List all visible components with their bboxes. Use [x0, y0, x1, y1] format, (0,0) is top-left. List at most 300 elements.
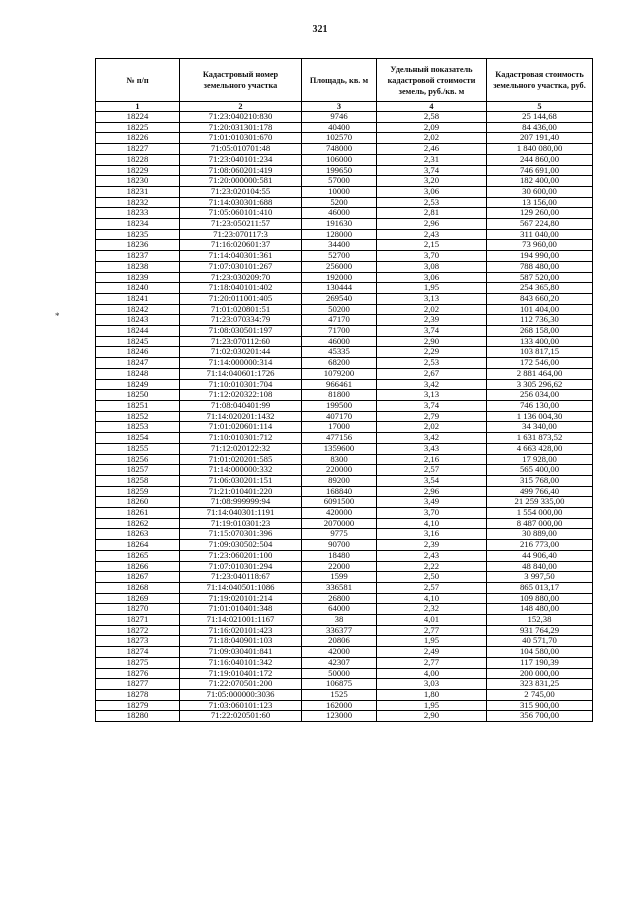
- cell-area: 199500: [302, 400, 377, 411]
- cell-cadastral-number: 71:08:030501:197: [180, 326, 302, 337]
- cell-area: 57000: [302, 176, 377, 187]
- table-row: [96, 711, 593, 722]
- column-number: 4: [377, 102, 487, 112]
- cell-cadastral-value: 3 305 296,62: [487, 379, 593, 390]
- cell-unit-value: 2,22: [377, 561, 487, 572]
- cell-unit-value: 2,43: [377, 550, 487, 561]
- cell-area: 34400: [302, 240, 377, 251]
- cell-unit-value: 2,46: [377, 144, 487, 155]
- cell-cadastral-value: 499 766,40: [487, 486, 593, 497]
- cell-cadastral-value: 21 259 335,00: [487, 497, 593, 508]
- column-number: 3: [302, 102, 377, 112]
- cell-unit-value: 4,10: [377, 518, 487, 529]
- cell-unit-value: 2,43: [377, 229, 487, 240]
- cell-area: 5200: [302, 197, 377, 208]
- cell-unit-value: 3,49: [377, 497, 487, 508]
- cell-area: 46000: [302, 208, 377, 219]
- cell-unit-value: 2,90: [377, 711, 487, 722]
- cell-row-number: 18249: [96, 379, 180, 390]
- cell-row-number: 18245: [96, 336, 180, 347]
- cell-row-number: 18236: [96, 240, 180, 251]
- cell-cadastral-value: 4 663 428,00: [487, 443, 593, 454]
- table-row: [96, 347, 593, 358]
- cell-area: 220000: [302, 465, 377, 476]
- cell-area: 45335: [302, 347, 377, 358]
- cell-unit-value: 2,81: [377, 208, 487, 219]
- cell-cadastral-number: 71:20:011001:405: [180, 293, 302, 304]
- cell-area: 50200: [302, 304, 377, 315]
- cell-row-number: 18261: [96, 508, 180, 519]
- cell-area: 130444: [302, 283, 377, 294]
- cell-cadastral-value: 244 860,00: [487, 154, 593, 165]
- cell-cadastral-value: 2 881 464,00: [487, 368, 593, 379]
- cell-unit-value: 2,53: [377, 358, 487, 369]
- cell-row-number: 18226: [96, 133, 180, 144]
- cell-row-number: 18272: [96, 625, 180, 636]
- cell-area: 966461: [302, 379, 377, 390]
- cell-row-number: 18243: [96, 315, 180, 326]
- cell-area: 2070000: [302, 518, 377, 529]
- cell-cadastral-value: 565 400,00: [487, 465, 593, 476]
- cell-cadastral-number: 71:18:040101:402: [180, 283, 302, 294]
- cell-unit-value: 1,95: [377, 700, 487, 711]
- cell-unit-value: 3,13: [377, 390, 487, 401]
- cell-cadastral-value: 103 817,15: [487, 347, 593, 358]
- cell-unit-value: 3,08: [377, 261, 487, 272]
- table-row: [96, 122, 593, 133]
- cell-cadastral-value: 13 156,00: [487, 197, 593, 208]
- cell-cadastral-value: 17 928,00: [487, 454, 593, 465]
- cell-cadastral-number: 71:10:010301:712: [180, 433, 302, 444]
- column-number: 1: [96, 102, 180, 112]
- table-row: [96, 315, 593, 326]
- cell-cadastral-number: 71:07:030101:267: [180, 261, 302, 272]
- table-row: [96, 625, 593, 636]
- cell-cadastral-number: 71:23:070334:79: [180, 315, 302, 326]
- cell-row-number: 18260: [96, 497, 180, 508]
- cell-cadastral-number: 71:01:020201:585: [180, 454, 302, 465]
- cell-cadastral-number: 71:23:040210:830: [180, 112, 302, 123]
- table-row: [96, 529, 593, 540]
- table-row: [96, 689, 593, 700]
- cell-cadastral-number: 71:12:020322:108: [180, 390, 302, 401]
- table-row: [96, 443, 593, 454]
- cell-area: 68200: [302, 358, 377, 369]
- table-row: [96, 582, 593, 593]
- cell-area: 477156: [302, 433, 377, 444]
- cell-cadastral-number: 71:09:030401:841: [180, 647, 302, 658]
- table-row: [96, 550, 593, 561]
- cell-row-number: 18256: [96, 454, 180, 465]
- cell-unit-value: 2,09: [377, 122, 487, 133]
- cell-area: 8300: [302, 454, 377, 465]
- table-row: [96, 251, 593, 262]
- cell-cadastral-number: 71:23:070112:60: [180, 336, 302, 347]
- cell-cadastral-value: 101 404,00: [487, 304, 593, 315]
- cell-unit-value: 2,90: [377, 336, 487, 347]
- cell-row-number: 18279: [96, 700, 180, 711]
- cell-row-number: 18227: [96, 144, 180, 155]
- cell-row-number: 18270: [96, 604, 180, 615]
- cell-row-number: 18263: [96, 529, 180, 540]
- cell-area: 9775: [302, 529, 377, 540]
- cell-row-number: 18230: [96, 176, 180, 187]
- cell-cadastral-number: 71:14:030301:688: [180, 197, 302, 208]
- cell-cadastral-number: 71:20:031301:178: [180, 122, 302, 133]
- cell-row-number: 18246: [96, 347, 180, 358]
- cell-area: 336377: [302, 625, 377, 636]
- cell-row-number: 18259: [96, 486, 180, 497]
- cell-row-number: 18247: [96, 358, 180, 369]
- cell-row-number: 18235: [96, 229, 180, 240]
- cell-unit-value: 3,74: [377, 165, 487, 176]
- cell-cadastral-number: 71:02:030201:44: [180, 347, 302, 358]
- table-row: [96, 283, 593, 294]
- cell-cadastral-value: 843 660,20: [487, 293, 593, 304]
- cell-cadastral-value: 254 365,80: [487, 283, 593, 294]
- cell-area: 168840: [302, 486, 377, 497]
- cell-row-number: 18253: [96, 422, 180, 433]
- cell-unit-value: 2,15: [377, 240, 487, 251]
- table-row: [96, 668, 593, 679]
- table-row: [96, 336, 593, 347]
- cell-cadastral-value: 931 764,29: [487, 625, 593, 636]
- cell-unit-value: 2,29: [377, 347, 487, 358]
- cell-cadastral-number: 71:16:040101:342: [180, 657, 302, 668]
- cell-cadastral-value: 129 260,00: [487, 208, 593, 219]
- cell-unit-value: 4,10: [377, 593, 487, 604]
- cell-cadastral-number: 71:07:010301:294: [180, 561, 302, 572]
- table-row: [96, 186, 593, 197]
- cell-area: 128000: [302, 229, 377, 240]
- cell-cadastral-number: 71:09:030502:504: [180, 540, 302, 551]
- cell-area: 10000: [302, 186, 377, 197]
- cell-area: 336581: [302, 582, 377, 593]
- cell-row-number: 18275: [96, 657, 180, 668]
- cell-row-number: 18273: [96, 636, 180, 647]
- cell-cadastral-number: 71:23:030209:70: [180, 272, 302, 283]
- cell-cadastral-value: 152,38: [487, 615, 593, 626]
- cell-cadastral-value: 200 000,00: [487, 668, 593, 679]
- cell-row-number: 18276: [96, 668, 180, 679]
- cell-cadastral-value: 194 990,00: [487, 251, 593, 262]
- table-row: [96, 540, 593, 551]
- cell-row-number: 18225: [96, 122, 180, 133]
- table-row: [96, 272, 593, 283]
- header-area: Площадь, кв. м: [302, 59, 377, 102]
- cell-cadastral-value: 315 900,00: [487, 700, 593, 711]
- cell-row-number: 18238: [96, 261, 180, 272]
- cell-unit-value: 3,43: [377, 443, 487, 454]
- cell-cadastral-value: 207 191,40: [487, 133, 593, 144]
- cell-cadastral-value: 30 889,00: [487, 529, 593, 540]
- table-row: [96, 379, 593, 390]
- cell-cadastral-number: 71:06:030201:151: [180, 475, 302, 486]
- cell-area: 256000: [302, 261, 377, 272]
- table-row: [96, 154, 593, 165]
- table-row: [96, 326, 593, 337]
- header-unit-value: Удельный показатель кадастровой стоимости земель, руб./кв. м: [377, 59, 487, 102]
- cell-cadastral-value: 30 600,00: [487, 186, 593, 197]
- cell-area: 22000: [302, 561, 377, 572]
- cell-cadastral-number: 71:01:020601:114: [180, 422, 302, 433]
- cell-cadastral-number: 71:08:060201:419: [180, 165, 302, 176]
- cell-unit-value: 2,31: [377, 154, 487, 165]
- cell-row-number: 18248: [96, 368, 180, 379]
- cell-cadastral-number: 71:19:010401:172: [180, 668, 302, 679]
- table-row: [96, 304, 593, 315]
- cell-cadastral-value: 268 158,00: [487, 326, 593, 337]
- cell-row-number: 18229: [96, 165, 180, 176]
- table-row: [96, 647, 593, 658]
- cell-cadastral-value: 109 880,00: [487, 593, 593, 604]
- cell-cadastral-value: 3 997,50: [487, 572, 593, 583]
- cell-cadastral-value: 788 480,00: [487, 261, 593, 272]
- table-row: [96, 197, 593, 208]
- cell-unit-value: 2,96: [377, 219, 487, 230]
- cell-row-number: 18257: [96, 465, 180, 476]
- table-row: [96, 400, 593, 411]
- cell-cadastral-value: 133 400,00: [487, 336, 593, 347]
- cell-cadastral-value: 1 631 873,52: [487, 433, 593, 444]
- cell-cadastral-number: 71:12:020122:32: [180, 443, 302, 454]
- cell-unit-value: 2,57: [377, 465, 487, 476]
- table-row: [96, 700, 593, 711]
- cell-row-number: 18252: [96, 411, 180, 422]
- cell-area: 50000: [302, 668, 377, 679]
- table-row: [96, 465, 593, 476]
- cell-row-number: 18254: [96, 433, 180, 444]
- cell-unit-value: 2,49: [377, 647, 487, 658]
- cell-cadastral-number: 71:10:010301:704: [180, 379, 302, 390]
- cell-unit-value: 2,57: [377, 582, 487, 593]
- cell-unit-value: 2,58: [377, 112, 487, 123]
- table-row: [96, 604, 593, 615]
- cell-cadastral-number: 71:23:060201:100: [180, 550, 302, 561]
- cell-unit-value: 2,39: [377, 315, 487, 326]
- cell-unit-value: 3,16: [377, 529, 487, 540]
- cell-area: 46000: [302, 336, 377, 347]
- cell-area: 9746: [302, 112, 377, 123]
- cell-area: 748000: [302, 144, 377, 155]
- cell-area: 64000: [302, 604, 377, 615]
- cell-row-number: 18237: [96, 251, 180, 262]
- cell-area: 90700: [302, 540, 377, 551]
- cell-cadastral-number: 71:14:020201:1432: [180, 411, 302, 422]
- cell-unit-value: 4,00: [377, 668, 487, 679]
- table-row: [96, 144, 593, 155]
- cell-area: 1359600: [302, 443, 377, 454]
- header-row-number: № п/п: [96, 59, 180, 102]
- table-row: [96, 615, 593, 626]
- table-row: [96, 454, 593, 465]
- cell-area: 42307: [302, 657, 377, 668]
- table-row: [96, 293, 593, 304]
- header-cadastral-value: Кадастровая стоимость земельного участка, руб.: [487, 59, 593, 102]
- table-row: [96, 411, 593, 422]
- cell-unit-value: 2,53: [377, 197, 487, 208]
- cell-cadastral-number: 71:14:040501:1086: [180, 582, 302, 593]
- cell-cadastral-number: 71:14:040601:1726: [180, 368, 302, 379]
- cell-unit-value: 2,96: [377, 486, 487, 497]
- cell-cadastral-number: 71:19:010301:23: [180, 518, 302, 529]
- cell-area: 106875: [302, 679, 377, 690]
- cell-cadastral-value: 8 487 000,00: [487, 518, 593, 529]
- cell-cadastral-value: 311 040,00: [487, 229, 593, 240]
- table-row: [96, 358, 593, 369]
- cell-area: 71700: [302, 326, 377, 337]
- cell-cadastral-value: 356 700,00: [487, 711, 593, 722]
- cell-row-number: 18271: [96, 615, 180, 626]
- cell-cadastral-number: 71:23:050211:57: [180, 219, 302, 230]
- cell-row-number: 18267: [96, 572, 180, 583]
- cell-unit-value: 3,06: [377, 186, 487, 197]
- cell-unit-value: 3,74: [377, 326, 487, 337]
- cell-cadastral-number: 71:22:020501:60: [180, 711, 302, 722]
- cell-row-number: 18264: [96, 540, 180, 551]
- cell-cadastral-value: 104 580,00: [487, 647, 593, 658]
- cell-cadastral-value: 44 906,40: [487, 550, 593, 561]
- cell-row-number: 18258: [96, 475, 180, 486]
- table-row: [96, 475, 593, 486]
- table-row: [96, 561, 593, 572]
- cell-unit-value: 3,13: [377, 293, 487, 304]
- table-row: [96, 593, 593, 604]
- cell-cadastral-number: 71:08:999999:94: [180, 497, 302, 508]
- cell-row-number: 18255: [96, 443, 180, 454]
- cell-row-number: 18241: [96, 293, 180, 304]
- cell-cadastral-value: 256 034,00: [487, 390, 593, 401]
- table-row: [96, 176, 593, 187]
- cell-area: 52700: [302, 251, 377, 262]
- cell-row-number: 18242: [96, 304, 180, 315]
- cell-unit-value: 2,77: [377, 657, 487, 668]
- cell-unit-value: 2,39: [377, 540, 487, 551]
- cell-cadastral-number: 71:01:010301:670: [180, 133, 302, 144]
- table-row: [96, 508, 593, 519]
- cell-area: 407170: [302, 411, 377, 422]
- cell-cadastral-number: 71:03:060101:123: [180, 700, 302, 711]
- cell-cadastral-number: 71:18:040901:103: [180, 636, 302, 647]
- cell-unit-value: 2,02: [377, 304, 487, 315]
- cell-cadastral-number: 71:15:070301:396: [180, 529, 302, 540]
- column-number: 5: [487, 102, 593, 112]
- cell-cadastral-number: 71:19:020101:214: [180, 593, 302, 604]
- table-row: [96, 208, 593, 219]
- cell-cadastral-value: 148 480,00: [487, 604, 593, 615]
- cell-cadastral-value: 172 546,00: [487, 358, 593, 369]
- cell-cadastral-number: 71:14:000000:332: [180, 465, 302, 476]
- cell-cadastral-number: 71:21:010401:220: [180, 486, 302, 497]
- cell-cadastral-value: 34 340,00: [487, 422, 593, 433]
- cell-row-number: 18244: [96, 326, 180, 337]
- cell-area: 123000: [302, 711, 377, 722]
- cell-unit-value: 2,32: [377, 604, 487, 615]
- cell-row-number: 18251: [96, 400, 180, 411]
- cell-cadastral-value: 112 736,30: [487, 315, 593, 326]
- cell-unit-value: 1,95: [377, 283, 487, 294]
- cell-area: 191630: [302, 219, 377, 230]
- table-row: [96, 679, 593, 690]
- cell-row-number: 18274: [96, 647, 180, 658]
- cell-cadastral-number: 71:05:010701:48: [180, 144, 302, 155]
- table-row: [96, 133, 593, 144]
- table-body: [96, 112, 593, 722]
- table-row: [96, 636, 593, 647]
- cell-row-number: 18265: [96, 550, 180, 561]
- table-row: [96, 433, 593, 444]
- cell-cadastral-value: 567 224,80: [487, 219, 593, 230]
- column-number-row: [96, 102, 593, 112]
- cell-cadastral-number: 71:05:060101:410: [180, 208, 302, 219]
- cell-cadastral-number: 71:14:040301:1191: [180, 508, 302, 519]
- cell-cadastral-value: 1 554 000,00: [487, 508, 593, 519]
- cell-unit-value: 3,70: [377, 508, 487, 519]
- table-row: [96, 112, 593, 123]
- cell-cadastral-number: 71:16:020101:423: [180, 625, 302, 636]
- cell-cadastral-value: 746 130,00: [487, 400, 593, 411]
- cell-area: 102570: [302, 133, 377, 144]
- table-row: [96, 219, 593, 230]
- page-number: 321: [312, 24, 328, 35]
- cell-cadastral-value: 746 691,00: [487, 165, 593, 176]
- cell-area: 199650: [302, 165, 377, 176]
- cell-unit-value: 1,95: [377, 636, 487, 647]
- cell-cadastral-value: 48 840,00: [487, 561, 593, 572]
- cell-row-number: 18239: [96, 272, 180, 283]
- cell-row-number: 18266: [96, 561, 180, 572]
- cell-cadastral-number: 71:01:010401:348: [180, 604, 302, 615]
- cell-area: 40400: [302, 122, 377, 133]
- cell-cadastral-value: 182 400,00: [487, 176, 593, 187]
- cell-row-number: 18278: [96, 689, 180, 700]
- cell-area: 1079200: [302, 368, 377, 379]
- cell-row-number: 18277: [96, 679, 180, 690]
- table-row: [96, 229, 593, 240]
- cell-cadastral-number: 71:14:000000:314: [180, 358, 302, 369]
- cell-area: 38: [302, 615, 377, 626]
- cell-cadastral-value: 315 768,00: [487, 475, 593, 486]
- cell-row-number: 18240: [96, 283, 180, 294]
- table-row: [96, 657, 593, 668]
- cell-cadastral-number: 71:20:000000:581: [180, 176, 302, 187]
- cell-unit-value: 3,03: [377, 679, 487, 690]
- cell-unit-value: 2,50: [377, 572, 487, 583]
- cell-cadastral-value: 216 773,00: [487, 540, 593, 551]
- cell-area: 81800: [302, 390, 377, 401]
- cell-cadastral-number: 71:16:020601:37: [180, 240, 302, 251]
- cell-cadastral-number: 71:14:040301:361: [180, 251, 302, 262]
- table-row: [96, 422, 593, 433]
- cell-area: 162000: [302, 700, 377, 711]
- cell-row-number: 18231: [96, 186, 180, 197]
- table-row: [96, 390, 593, 401]
- column-number: 2: [180, 102, 302, 112]
- table-row: [96, 572, 593, 583]
- cell-row-number: 18224: [96, 112, 180, 123]
- cell-area: 420000: [302, 508, 377, 519]
- cell-row-number: 18234: [96, 219, 180, 230]
- cell-cadastral-value: 587 520,00: [487, 272, 593, 283]
- cell-area: 42000: [302, 647, 377, 658]
- cell-unit-value: 3,06: [377, 272, 487, 283]
- table-row: [96, 368, 593, 379]
- cell-cadastral-value: 323 831,25: [487, 679, 593, 690]
- cell-cadastral-value: 117 190,39: [487, 657, 593, 668]
- cell-cadastral-number: 71:23:070117:3: [180, 229, 302, 240]
- cell-area: 106000: [302, 154, 377, 165]
- table-row: [96, 497, 593, 508]
